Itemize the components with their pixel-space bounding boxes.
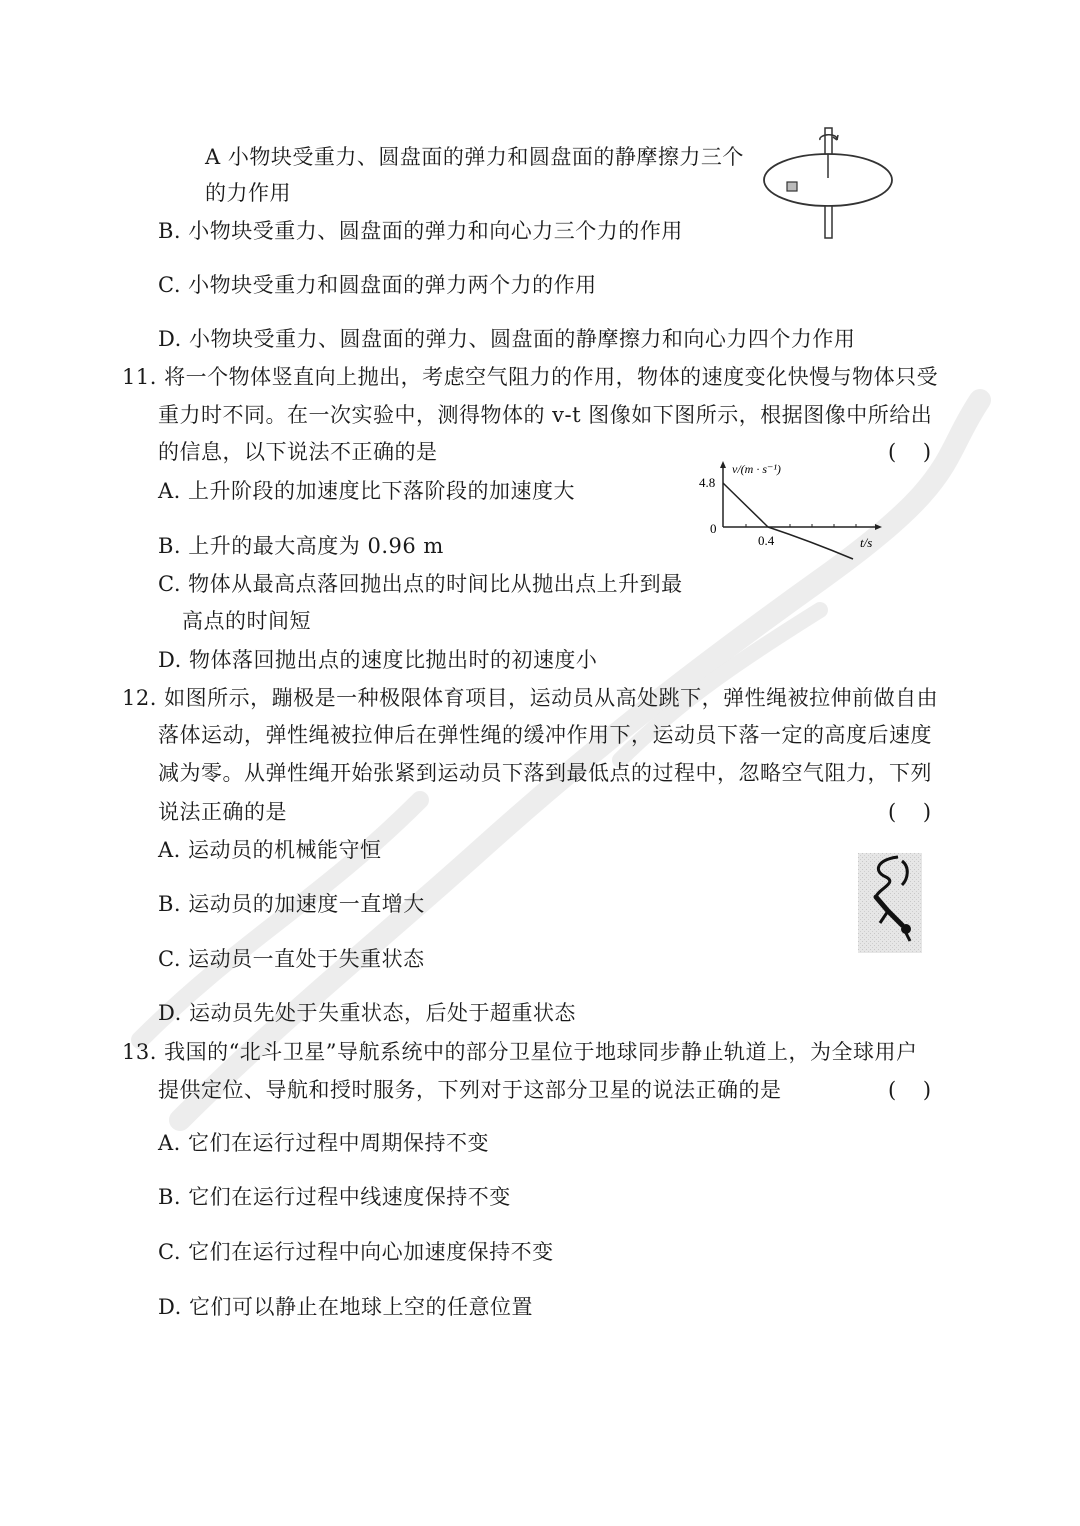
q11-stem-line1: 11. 将一个物体竖直向上抛出，考虑空气阻力的作用，物体的速度变化快慢与物体只受 [122,365,939,389]
q13-option-b: B. 它们在运行过程中线速度保持不变 [158,1185,511,1209]
q13-option-c: C. 它们在运行过程中向心加速度保持不变 [158,1240,554,1264]
q11-answer-paren: ( ) [888,440,932,464]
q11-stem-line2: 重力时不同。在一次实验中，测得物体的 v-t 图像如下图所示，根据图像中所给出 [158,403,933,427]
q12-stem-line2: 落体运动，弹性绳被拉伸后在弹性绳的缓冲作用下，运动员下落一定的高度后速度 [158,723,932,747]
bungee-figure [858,853,922,953]
vt-ylabel: v/(m · s⁻¹) [732,462,781,476]
vt-line-falling [768,527,853,559]
q12-option-c: C. 运动员一直处于失重状态 [158,947,425,971]
vt-line-rising [723,483,768,527]
vt-graph [690,455,890,575]
q13-option-a: A. 它们在运行过程中周期保持不变 [158,1131,490,1155]
q12-stem-line1: 12. 如图所示，蹦极是一种极限体育项目，运动员从高处跳下，弹性绳被拉伸前做自由 [122,686,939,710]
turntable-figure [760,122,900,244]
vt-origin: 0 [710,521,717,536]
q10-option-a-line1: A 小物块受重力、圆盘面的弹力和圆盘面的静摩擦力三个 [205,145,744,169]
q11-stem-line3: 的信息，以下说法不正确的是 [158,440,438,464]
q11-option-d: D. 物体落回抛出点的速度比抛出时的初速度小 [158,648,598,672]
q13-answer-paren: ( ) [888,1078,932,1102]
q11-option-c-line2: 高点的时间短 [182,609,311,633]
q13-stem-line1: 13. 我国的“北斗卫星”导航系统中的部分卫星位于地球同步静止轨道上，为全球用户 [122,1040,918,1064]
vt-ytick: 4.8 [699,475,716,490]
q10-option-b: B. 小物块受重力、圆盘面的弹力和向心力三个力的作用 [158,219,683,243]
q13-option-d: D. 它们可以静止在地球上空的任意位置 [158,1295,533,1319]
q10-option-d: D. 小物块受重力、圆盘面的弹力、圆盘面的静摩擦力和向心力四个力作用 [158,327,856,351]
q10-option-a-line2: 的力作用 [205,181,291,205]
q12-option-a: A. 运动员的机械能守恒 [158,838,382,862]
q12-option-d: D. 运动员先处于失重状态，后处于超重状态 [158,1001,576,1025]
q12-stem-line3: 减为零。从弹性绳开始张紧到运动员下落到最低点的过程中，忽略空气阻力，下列 [158,761,932,785]
q12-stem-line4: 说法正确的是 [158,800,287,824]
q10-option-c: C. 小物块受重力和圆盘面的弹力两个力的作用 [158,273,597,297]
q12-option-b: B. 运动员的加速度一直增大 [158,892,425,916]
q11-option-b: B. 上升的最大高度为 0.96 m [158,534,444,558]
q11-option-a: A. 上升阶段的加速度比下落阶段的加速度大 [158,479,576,503]
q11-option-c-line1: C. 物体从最高点落回抛出点的时间比从抛出点上升到最 [158,572,683,596]
vt-xtick: 0.4 [758,533,775,548]
q12-answer-paren: ( ) [888,800,932,824]
q13-stem-line2: 提供定位、导航和授时服务，下列对于这部分卫星的说法正确的是 [158,1078,782,1102]
vt-xlabel: t/s [860,535,873,550]
